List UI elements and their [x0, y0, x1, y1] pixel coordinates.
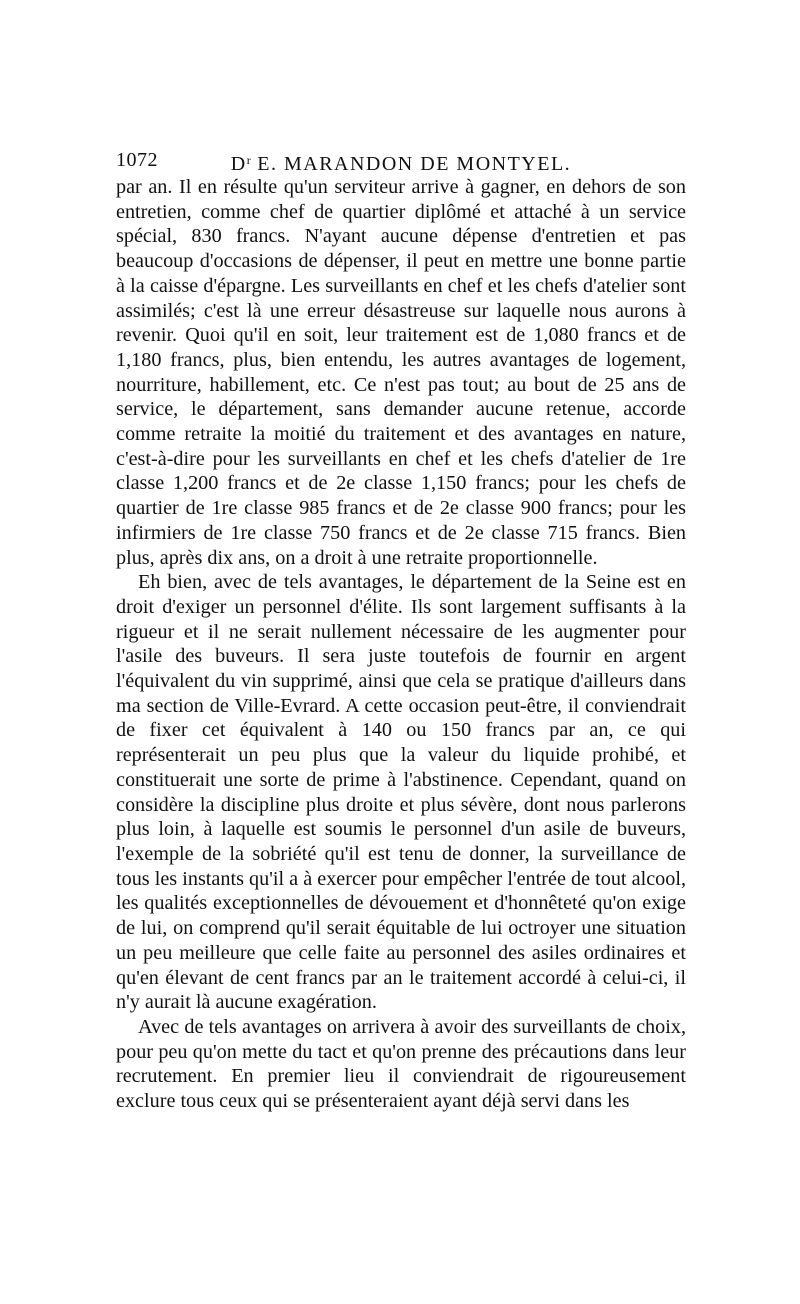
running-header — [116, 146, 686, 174]
paragraph-3: Avec de tels avantages on arrivera à avoir des surveillants de choix, pour peu qu'on mette du tact et qu'on prenne des précautions dans leur recrutement. En premier lieu il conviendrait de rigoureusement exclure tous ceux qui se présenteraient ayant déjà servi dans les — [116, 1015, 686, 1113]
body-text — [116, 175, 686, 1114]
running-title — [116, 146, 686, 178]
author-prefix-superscript: r — [246, 153, 251, 167]
paragraph-2: Eh bien, avec de tels avantages, le département de la Seine est en droit d'exiger un personnel d'élite. Ils sont largement suffisants à la rigueur et il ne serait nullement nécessaire de les augmenter pour l'asile des buveurs. Il sera juste toutefois de fournir en argent l'équivalent du vin supprimé, ainsi que cela se pratique d'ailleurs dans ma section de Ville-Evrard. A cette occasion peut-être, il conviendrait de fixer cet équivalent à 140 ou 150 francs par an, ce qui représenterait un peu plus que la valeur du liquide prohibé, et constituerait une sorte de prime à l'abstinence. Cependant, quand on considère la discipline plus droite et plus sévère, dont nous parlerons plus loin, à laquelle est soumis le personnel d'un asile de buveurs, l'exemple de la sobriété qu'il est tenu de donner, la surveillance de tous les instants qu'il a à exercer pour empêcher l'entrée de tout alcool, les qualités exceptionnelles de dévouement et d'honnêteté qu'on exige de lui, on comprend qu'il serait équitable de lui octroyer une situation un peu meilleure que celle faite au personnel des asiles ordinaires et qu'en élevant de cent francs par an le traitement accordé à celui-ci, il n'y aurait là aucune exagération. — [116, 571, 686, 1014]
author-prefix: D — [230, 153, 247, 175]
author-name: E. MARANDON DE MONTYEL. — [257, 153, 572, 175]
paragraph-1: par an. Il en résulte qu'un serviteur arrive à gagner, en dehors de son entretien, comme chef de quartier diplômé et attaché à un service spécial, 830 francs. N'ayant aucune dépense d'entretien et pas beaucoup d'occasions de dépenser, il peut en mettre une bonne partie à la caisse d'épargne. Les surveillants en chef et les chefs d'atelier sont assimilés; c'est là une erreur désastreuse sur laquelle nous aurons à revenir. Quoi qu'il en soit, leur traitement est de 1,080 francs et de 1,180 francs, plus, bien entendu, les autres avantages de logement, nourriture, habillement, etc. Ce n'est pas tout; au bout de 25 ans de service, le département, sans demander aucune retenue, accorde comme retraite la moitié du traitement et des avantages en nature, c'est-à-dire pour les surveillants en chef et les chefs d'atelier de 1re classe 1,200 francs et de 2e classe 1,150 francs; pour les chefs de quartier de 1re classe 985 francs et de 2e classe 900 francs; pour les infirmiers de 1re classe 750 francs et de 2e classe 715 francs. Bien plus, après dix ans, on a droit à une retraite proportionnelle. — [116, 176, 686, 569]
page-number: 1072 — [116, 149, 158, 171]
